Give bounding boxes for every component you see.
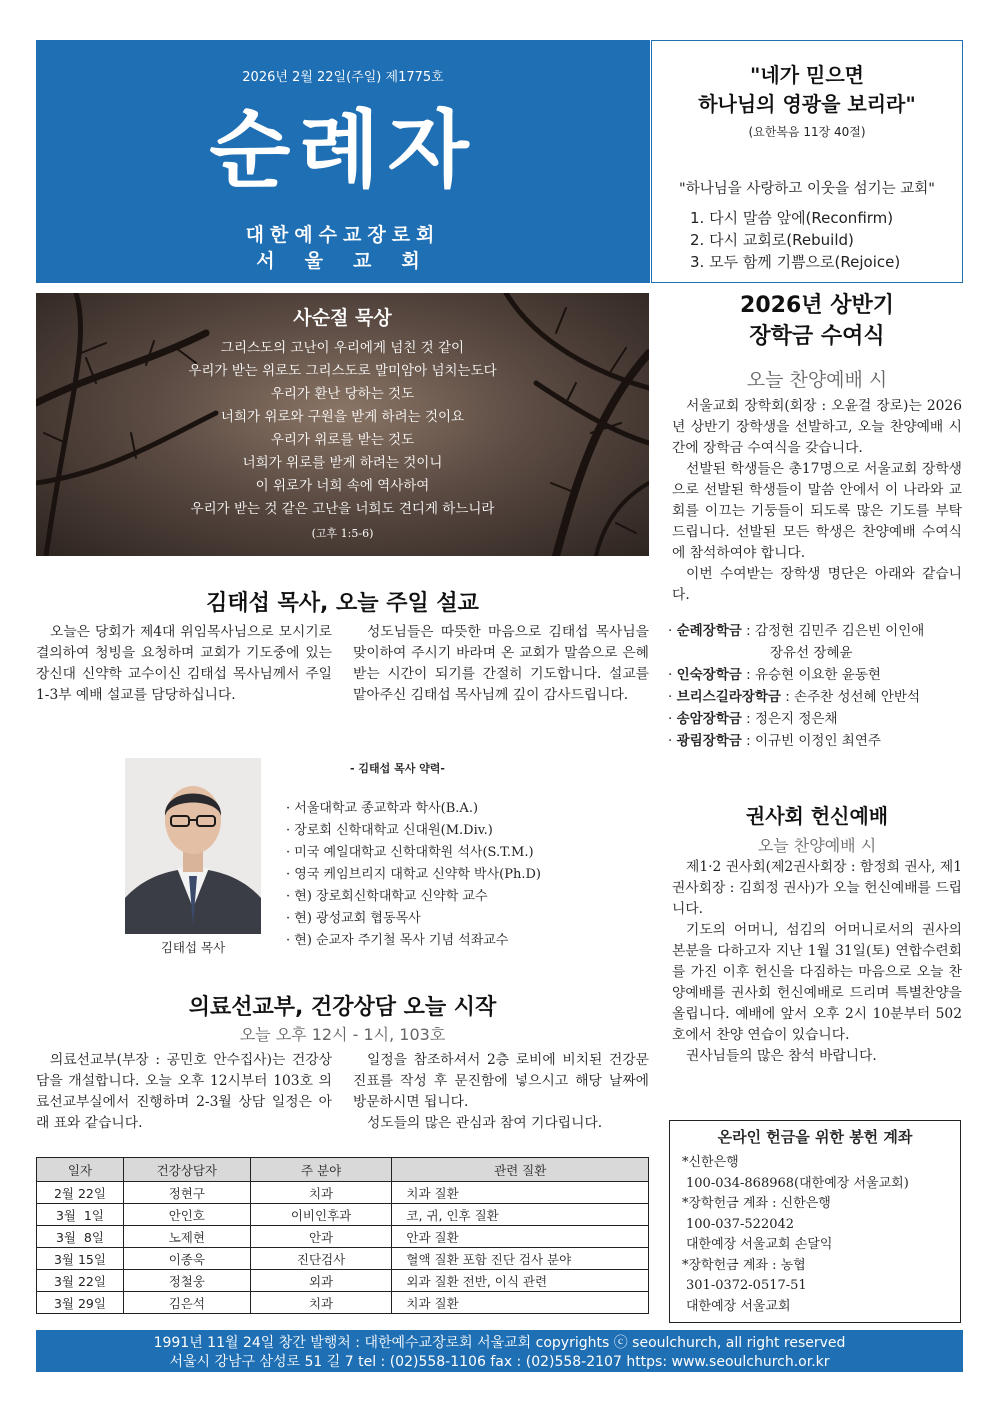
- date-cell: 3월 8일: [37, 1226, 124, 1248]
- offering-heading: 온라인 헌금을 위한 봉헌 계좌: [717, 1128, 913, 1146]
- church-goals: [690, 207, 900, 273]
- kwonsa-paragraph: 제1·2 권사회(제2권사회장 : 함정희 권사, 제1권사회장 : 김희정 권사)가 오늘 헌신예배를 드립니다.: [672, 859, 962, 917]
- scholarship-item: · 송암장학금 : 정은지 정은채: [668, 711, 838, 727]
- poem-line: 그리스도의 고난이 우리에게 넘친 것 같이: [220, 340, 465, 356]
- scholarship-paragraph: 선발된 학생들은 총17명으로 서울교회 장학생으로 선발된 학생들이 말씀 안에서 이 나라와 교회를 이끄는 기둥들이 되도록 많은 기도를 부탁드립니다. 선발된 모든 학생은 찬양예배 수여식에 참석하여야 합니다.: [672, 461, 962, 561]
- scholarship-heading-line: 장학금 수여식: [749, 324, 885, 349]
- scholarship-members: : 감정현 김민주 김은빈 이인애: [741, 623, 925, 639]
- table-header-row: [37, 1158, 649, 1182]
- disease-cell: 혈액 질환 포함 진단 검사 분야: [392, 1248, 649, 1270]
- scholarship-heading: [672, 290, 962, 352]
- date-cell: 2월 22일: [37, 1182, 124, 1204]
- verse-line-1: "네가 믿으면: [750, 63, 864, 87]
- motto-box: [651, 40, 963, 283]
- lent-meditation: [36, 293, 649, 556]
- offering-line: 대한예장 서울교회 손달익: [686, 1237, 833, 1252]
- counselor-cell: 안인호: [123, 1204, 250, 1226]
- scholarship-item: · 인숙장학금 : 유승현 이요한 윤동현: [668, 667, 881, 683]
- field-cell: 안과: [250, 1226, 392, 1248]
- offering-line: *장학헌금 계좌 : 신한은행: [682, 1196, 831, 1211]
- column-header: 주 분야: [250, 1158, 392, 1182]
- bio-item: · 영국 케임브리지 대학교 신약학 박사(Ph.D): [286, 867, 541, 882]
- table-row: [37, 1292, 649, 1314]
- kwonsa-subheading: 오늘 찬양예배 시: [757, 836, 877, 855]
- scholarship-heading-line: 2026년 상반기: [740, 293, 894, 318]
- scholarship-name: 브리스길라장학금: [676, 689, 781, 705]
- church-vision: "하나님을 사랑하고 이웃을 섬기는 교회": [679, 181, 935, 197]
- field-cell: 이비인후과: [250, 1204, 392, 1226]
- counselor-cell: 이종욱: [123, 1248, 250, 1270]
- consultation-schedule-table: [36, 1157, 649, 1314]
- scholarship-members: : 이규빈 이정인 최연주: [741, 733, 881, 749]
- table-row: [37, 1248, 649, 1270]
- poem-line: 너희가 위로와 구원을 받게 하려는 것이요: [220, 409, 465, 425]
- footer: [36, 1330, 963, 1372]
- bio-item: · 미국 예일대학교 신학대학원 석사(S.T.M.): [286, 845, 534, 860]
- field-cell: 진단검사: [250, 1248, 392, 1270]
- bio-heading: - 김태섭 목사 약력-: [350, 762, 446, 775]
- scholarship-members: : 손주찬 성선혜 안반석: [780, 689, 921, 705]
- field-cell: 치과: [250, 1182, 392, 1204]
- disease-cell: 치과 질환: [392, 1182, 649, 1204]
- medical-paragraph: 의료선교부(부장 : 공민호 안수집사)는 건강상담을 개설합니다. 오늘 오후 12시부터 103호 의료선교부실에서 진행하며 2-3월 상담 일정은 아래 표와 같습니다.: [36, 1052, 332, 1131]
- verse-reference: (요한복음 11장 40절): [748, 125, 866, 139]
- table-row: [37, 1182, 649, 1204]
- disease-cell: 코, 귀, 인후 질환: [392, 1204, 649, 1226]
- column-header: 관련 질환: [392, 1158, 649, 1182]
- goal-item: 1. 다시 말씀 앞에(Reconfirm): [690, 209, 894, 227]
- date-cell: 3월 29일: [37, 1292, 124, 1314]
- date-cell: 3월 22일: [37, 1270, 124, 1292]
- newsletter-title: 순례자: [209, 101, 477, 199]
- column-header: 건강상담자: [123, 1158, 250, 1182]
- medical-text-left: [36, 1050, 332, 1134]
- sermon-text-right: [353, 622, 649, 706]
- table-row: [37, 1226, 649, 1248]
- offering-line: *장학헌금 계좌 : 농협: [682, 1257, 806, 1273]
- table-row: [37, 1270, 649, 1292]
- medical-heading: 의료선교부, 건강상담 오늘 시작: [188, 995, 497, 1020]
- offering-line: 대한예장 서울교회: [686, 1298, 791, 1314]
- scholarship-item: · 광림장학금 : 이규빈 이정인 최연주: [668, 733, 881, 749]
- poem-line: 우리가 환난 당하는 것도: [270, 386, 415, 402]
- pastor-photo: [125, 758, 261, 934]
- lent-heading: 사순절 묵상: [293, 307, 392, 329]
- counselor-cell: 김은석: [123, 1292, 250, 1314]
- bio-item: · 현) 순교자 주기철 목사 기념 석좌교수: [286, 933, 509, 948]
- disease-cell: 외과 질환 전반, 이식 관련: [392, 1270, 649, 1292]
- kwonsa-paragraph: 권사님들의 많은 참석 바랍니다.: [686, 1048, 877, 1064]
- scholarship-members: : 정은지 정은채: [741, 711, 838, 727]
- scholarship-item: · 순례장학금 : 감정현 김민주 김은빈 이인애: [668, 623, 925, 639]
- offering-line: *신한은행: [682, 1155, 739, 1170]
- scholarship-name: 순례장학금: [676, 623, 742, 639]
- disease-cell: 치과 질환: [392, 1292, 649, 1314]
- table-row: [37, 1204, 649, 1226]
- scholarship-paragraph: 이번 수여받는 장학생 명단은 아래와 같습니다.: [672, 566, 962, 603]
- scholarship-item: [668, 642, 924, 664]
- church-name: 서울교회: [256, 250, 450, 272]
- sermon-paragraph: 오늘은 당회가 제4대 위임목사님으로 모시기로 결의하여 청빙을 요청하며 교회가 기도중에 있는 장신대 신약학 교수이신 김태섭 목사님께서 주일 1-3부 예배 설교를 담당하십니다.: [36, 624, 332, 703]
- footer-publisher: 1991년 11월 24일 창간 발행처 : 대한예수교장로회 서울교회 copyrights ⓒ seoulchurch, all right reserved: [153, 1335, 846, 1351]
- field-cell: 치과: [250, 1292, 392, 1314]
- date-cell: 3월 1일: [37, 1204, 124, 1226]
- motto-verse: [652, 61, 962, 119]
- scholarship-name: 인숙장학금: [676, 667, 742, 683]
- bio-item: · 서울대학교 종교학과 학사(B.A.): [286, 801, 479, 816]
- goal-item: 2. 다시 교회로(Rebuild): [690, 231, 854, 249]
- medical-text-right: [353, 1050, 649, 1134]
- verse-line-2: 하나님의 영광을 보리라": [698, 92, 916, 116]
- offering-line: 100-034-868968(대한예장 서울교회): [686, 1175, 909, 1191]
- photo-caption: 김태섭 목사: [160, 940, 226, 955]
- scholarship-item: · 브리스길라장학금 : 손주찬 성선혜 안반석: [668, 689, 921, 705]
- kwonsa-text: [672, 857, 962, 1067]
- scholarship-text: [672, 396, 962, 606]
- poem-line: 이 위로가 너희 속에 역사하여: [255, 478, 430, 494]
- date-cell: 3월 15일: [37, 1248, 124, 1270]
- scholarship-members: 장유선 장혜윤: [770, 645, 853, 661]
- pastor-bio: [286, 798, 541, 952]
- poem-line: 너희가 위로를 받게 하려는 것이니: [242, 455, 443, 471]
- counselor-cell: 노제현: [123, 1226, 250, 1248]
- counselor-cell: 정철웅: [123, 1270, 250, 1292]
- scholarship-members: : 유승현 이요한 윤동현: [741, 667, 881, 683]
- scholarship-recipients: [668, 620, 924, 752]
- offering-accounts-box: [669, 1120, 961, 1323]
- medical-paragraph: 성도들의 많은 관심과 참여 기다립니다.: [367, 1115, 603, 1131]
- masthead: [36, 40, 650, 283]
- goal-item: 3. 모두 함께 기쁨으로(Rejoice): [690, 253, 901, 271]
- scholarship-subheading: 오늘 찬양예배 시: [746, 369, 888, 391]
- kwonsa-paragraph: 기도의 어머니, 섬김의 어머니로서의 권사의 본분을 다하고자 지난 1월 31일(토) 연합수련회를 가진 이후 헌신을 다짐하는 마음으로 오늘 찬양예배를 권사회 헌신예배로 드리며 특별찬양을 올립니다. 예배에 앞서 오후 2시 10분부터 502호에서 찬양 연습이 있습니다.: [672, 922, 962, 1043]
- sermon-paragraph: 성도님들은 따뜻한 마음으로 김태섭 목사님을 맞이하여 주시기 바라며 온 교회가 말씀으로 은혜받는 시간이 되기를 간절히 기도합니다. 설교를 맡아주신 김태섭 목사님께 깊이 감사드립니다.: [353, 624, 649, 703]
- medical-subheading: 오늘 오후 12시 - 1시, 103호: [239, 1025, 446, 1044]
- issue-date: 2026년 2월 22일(주일) 제1775호: [242, 70, 444, 85]
- poem-line: 우리가 받는 것 같은 고난을 너희도 견디게 하느니라: [190, 501, 495, 517]
- kwonsa-heading: 권사회 헌신예배: [745, 804, 889, 828]
- footer-contact: 서울시 강남구 삼성로 51 길 7 tel : (02)558-1106 fax : (02)558-2107 https: www.seoulchurch.or.kr: [169, 1354, 830, 1370]
- sermon-heading: 김태섭 목사, 오늘 주일 설교: [206, 591, 479, 616]
- medical-paragraph: 일정을 참조하셔서 2층 로비에 비치된 건강문진표를 작성 후 문진함에 넣으시고 해당 날짜에 방문하시면 됩니다.: [353, 1052, 649, 1110]
- scholarship-name: 광림장학금: [676, 733, 742, 749]
- counselor-cell: 정현구: [123, 1182, 250, 1204]
- column-header: 일자: [37, 1158, 124, 1182]
- offering-line: 301-0372-0517-51: [686, 1278, 807, 1293]
- lent-poem: [36, 337, 649, 521]
- bio-item: · 현) 광성교회 협동목사: [286, 911, 421, 926]
- offering-line: 100-037-522042: [686, 1216, 795, 1232]
- poem-line: 우리가 위로를 받는 것도: [270, 432, 415, 448]
- bio-item: · 현) 장로회신학대학교 신약학 교수: [286, 889, 488, 904]
- poem-line: 우리가 받는 위로도 그리스도로 말미암아 넘치는도다: [188, 363, 497, 379]
- pastor-portrait: [125, 758, 261, 934]
- scholarship-paragraph: 서울교회 장학회(회장 : 오윤걸 장로)는 2026년 상반기 장학생을 선발하고, 오늘 찬양예배 시간에 장학금 수여식을 갖습니다.: [672, 398, 962, 456]
- offering-lines: [682, 1153, 909, 1317]
- field-cell: 외과: [250, 1270, 392, 1292]
- poem-reference: (고후 1:5-6): [311, 527, 374, 540]
- scholarship-name: 송암장학금: [676, 711, 742, 727]
- sermon-text-left: [36, 622, 332, 706]
- denomination-name: 대한예수교장로회: [245, 224, 441, 246]
- bio-item: · 장로회 신학대학교 신대원(M.Div.): [286, 823, 493, 838]
- disease-cell: 안과 질환: [392, 1226, 649, 1248]
